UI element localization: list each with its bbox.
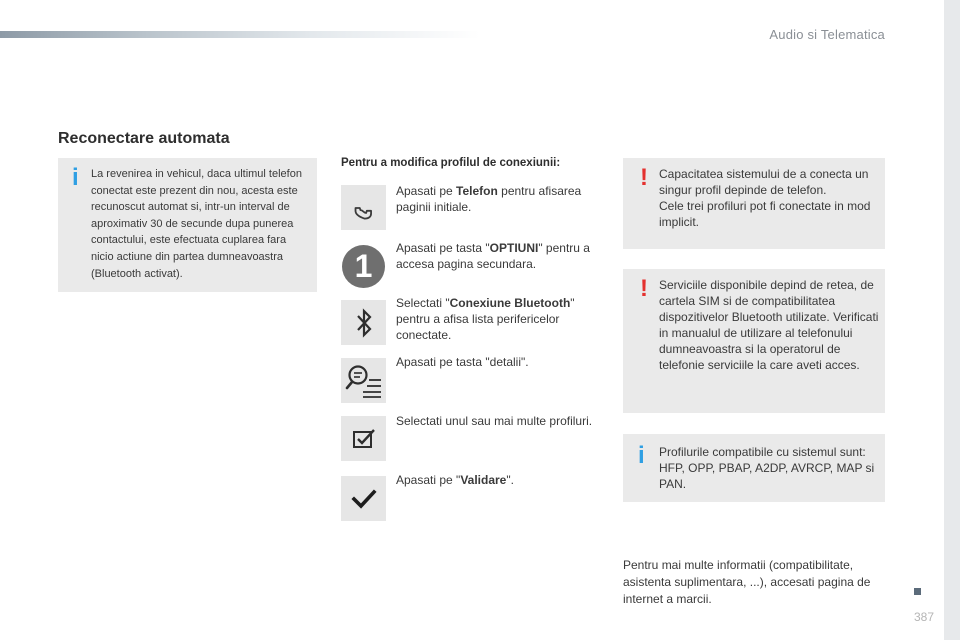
info-icon: i	[638, 442, 645, 469]
warning-box-services	[623, 269, 885, 413]
step-conexiune-bluetooth: Selectati "Conexiune Bluetooth" pentru a afisa lista perifericelor conectate.	[396, 296, 575, 342]
warning-text-profiles: Capacitatea sistemului de a conecta un singur profil depinde de telefon. Cele trei profiluri pot fi conectate in mod implicit.	[659, 167, 871, 229]
page-title: Reconectare automata	[58, 130, 230, 147]
warning-icon: !	[640, 275, 648, 302]
step-optiuni: Apasati pe tasta "OPTIUNI" pentru a accesa pagina secundara.	[396, 241, 590, 271]
step-detalii: Apasati pe tasta "detalii".	[396, 355, 529, 369]
info-text-compatible-profiles: Profilurile compatibile cu sistemul sunt: HFP, OPP, PBAP, A2DP, AVRCP, MAP si PAN.	[659, 445, 875, 491]
checkmark-icon	[341, 476, 386, 521]
step-selectati-profiluri: Selectati unul sau mai multe profiluri.	[396, 414, 593, 428]
page-number: 387	[914, 610, 935, 624]
section-label: Audio si Telematica	[769, 27, 885, 42]
header-gradient-bar	[0, 31, 480, 38]
checkbox-icon	[341, 416, 386, 461]
warning-text-services: Serviciile disponibile depind de retea, de cartela SIM si de compatibilitatea dispozitivelor Bluetooth utilizate. Verificati in manualul de utilizare al telefonului dumneavoastra si la operatorul de telefonie serviciile la care aveti acces.	[659, 278, 879, 372]
step-telefon: Apasati pe Telefon pentru afisarea paginii initiale.	[396, 184, 582, 214]
procedure-subtitle: Pentru a modifica profilul de conexiunii:	[341, 157, 561, 169]
warning-box-profiles	[623, 158, 885, 249]
info-icon: i	[72, 164, 79, 191]
page-edge-strip	[944, 0, 960, 640]
page-marker	[914, 588, 921, 595]
step-one-badge: 1	[342, 245, 385, 288]
phone-handset-icon	[341, 185, 386, 230]
info-box-text: La revenirea in vehicul, daca ultimul telefon conectat este prezent din nou, acesta este recunoscut automat si, intr-un interval de aproximativ 30 de secunde dupa punerea contactului, este efectuata cuplarea fara nicio actiune din partea dumneavoastra (Bluetooth activat).	[91, 168, 302, 280]
footer-text: Pentru mai multe informatii (compatibilitate, asistenta suplimentara, ...), accesati pagina de internet a marcii.	[623, 558, 871, 606]
warning-icon: !	[640, 164, 648, 191]
step-validare: Apasati pe "Validare".	[396, 473, 514, 487]
info-box-compatible-profiles	[623, 434, 885, 502]
bluetooth-icon	[341, 300, 386, 345]
info-box-reconnect	[58, 158, 317, 292]
details-icon	[341, 358, 386, 403]
